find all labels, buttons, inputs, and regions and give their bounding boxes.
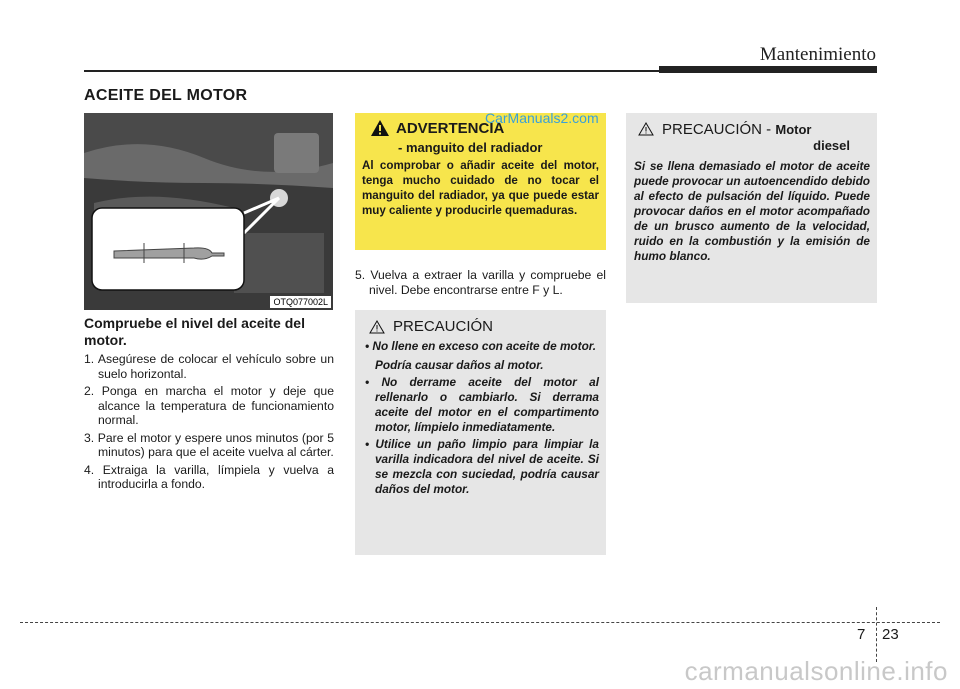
- check-heading: Compruebe el nivel del aceite del motor.: [84, 315, 305, 348]
- warning-subtitle: - manguito del radiador: [398, 140, 543, 155]
- footer-dashed-divider: [876, 607, 877, 662]
- caution-title-row: [363, 318, 599, 335]
- caution-item-extra: Podría causar daños al motor.: [375, 358, 544, 372]
- engine-illustration: [84, 113, 333, 310]
- step-item: 1. Asegúrese de colocar el vehículo sobre un suelo horizontal.: [84, 352, 334, 381]
- caution-list: [363, 339, 599, 497]
- header-bar: [659, 66, 877, 73]
- diesel-title-engine: Motor: [775, 122, 812, 137]
- photo-caption: OTQ077002L: [270, 296, 331, 308]
- caution-item: • No derrame aceite del motor al rellenarlo o cambiarlo. Si derrama aceite del motor en el compartimento motor, límpielo inmediatamente.: [365, 375, 599, 434]
- step-5: [355, 268, 606, 297]
- watermark-bottom: carmanualsonline.info: [684, 656, 948, 686]
- step-item: 3. Pare el motor y espere unos minutos (por 5 minutos) para que el aceite vuelva al cárter.: [84, 430, 334, 459]
- page-chapter: 7: [857, 626, 866, 643]
- diesel-caution-box: [626, 113, 877, 303]
- footer-dashed-rule: [20, 622, 940, 623]
- page-number: 23: [882, 626, 899, 643]
- engine-photo: [84, 113, 333, 310]
- header-title: Mantenimiento: [759, 44, 876, 65]
- diesel-title: PRECAUCIÓN -: [662, 121, 772, 138]
- warning-title: ADVERTENCIA: [396, 119, 505, 137]
- warning-body: Al comprobar o añadir aceite del motor, tenga mucho cuidado de no tocar el manguito del radiador, ya que puede estar muy caliente y producirle quemaduras.: [362, 159, 599, 217]
- warning-triangle-icon: [370, 119, 390, 137]
- caution-triangle-icon: [638, 122, 654, 136]
- caution-item: • Utilice un paño limpio para limpiar la varilla indicadora del nivel de aceite. Si se mezcla con suciedad, podría causar daños del motor.: [365, 437, 599, 496]
- caution-item: • No llene en exceso con aceite de motor. Podría causar daños al motor.: [363, 339, 599, 373]
- caution-triangle-icon: [369, 320, 385, 334]
- watermark-top: CarManuals2.com: [485, 110, 599, 126]
- header-rule: [84, 70, 659, 72]
- diesel-body: Si se llena demasiado el motor de aceite puede provocar un autoencendido debido al efecto de pulsación del líquido. Puede provocar daños en el motor acompañado de un brusco aumento de la velocidad, ruido en la combustión y la emisión de humo blanco.: [634, 159, 870, 263]
- step-item: 2. Ponga en marcha el motor y deje que alcance la temperatura de funcionamiento normal.: [84, 384, 334, 427]
- caution-title: PRECAUCIÓN: [393, 318, 494, 335]
- diesel-title-row: [634, 121, 870, 153]
- diesel-title-diesel: diesel: [813, 138, 850, 153]
- step-item: 5. Vuelva a extraer la varilla y compruebe el nivel. Debe encontrarse entre F y L.: [355, 268, 606, 297]
- step-item: 4. Extraiga la varilla, límpiela y vuelva a introducirla a fondo.: [84, 462, 334, 491]
- section-title: ACEITE DEL MOTOR: [84, 87, 248, 104]
- warning-box: [355, 113, 606, 250]
- caution-box: [355, 310, 606, 555]
- check-steps: [84, 352, 334, 495]
